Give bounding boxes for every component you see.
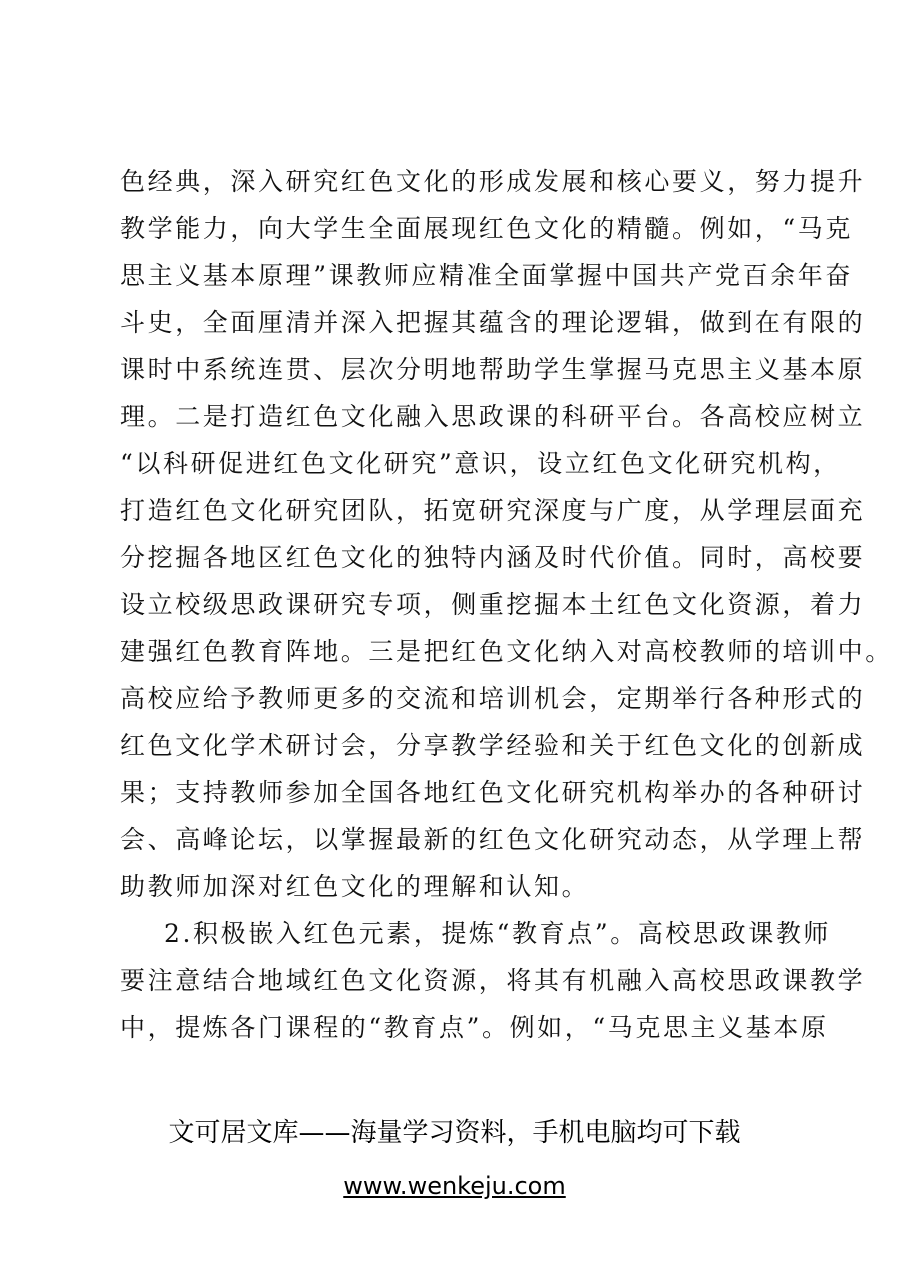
text-line: “以科研促进红色文化研究”意识，设立红色文化研究机构， <box>120 449 841 478</box>
text-line: 红色文化学术研讨会，分享教学经验和关于红色文化的创新成 <box>120 731 866 760</box>
text-line: 设立校级思政课研究专项，侧重挖掘本土红色文化资源，着力 <box>120 590 866 619</box>
text-line: 斗史，全面厘清并深入把握其蕴含的理论逻辑，做到在有限的 <box>120 308 866 337</box>
footer-title: 文可居文库——海量学习资料，手机电脑均可下载 <box>168 1118 741 1148</box>
paragraph-heading-line: 2.积极嵌入红色元素，提炼“教育点”。高校思政课教师 <box>164 919 832 948</box>
text-line: 建强红色教育阵地。三是把红色文化纳入对高校教师的培训中。 <box>120 637 893 666</box>
text-line: 会、高峰论坛，以掌握最新的红色文化研究动态，从学理上帮 <box>120 825 866 854</box>
text-line: 思主义基本原理”课教师应精准全面掌握中国共产党百余年奋 <box>120 261 853 290</box>
text-line: 分挖掘各地区红色文化的独特内涵及时代价值。同时，高校要 <box>120 543 866 572</box>
text-line: 助教师加深对红色文化的理解和认知。 <box>120 872 590 901</box>
text-line: 色经典，深入研究红色文化的形成发展和核心要义，努力提升 <box>120 167 866 196</box>
footer-url-link[interactable]: www.wenkeju.com <box>343 1172 566 1200</box>
text-line: 高校应给予教师更多的交流和培训机会，定期举行各种形式的 <box>120 684 866 713</box>
text-line: 教学能力，向大学生全面展现红色文化的精髓。例如，“马克 <box>120 214 853 243</box>
text-line: 理。二是打造红色文化融入思政课的科研平台。各高校应树立 <box>120 402 866 431</box>
text-line: 打造红色文化研究团队，拓宽研究深度与广度，从学理层面充 <box>120 496 866 525</box>
text-line: 果；支持教师参加全国各地红色文化研究机构举办的各种研讨 <box>120 778 866 807</box>
text-line: 中，提炼各门课程的“教育点”。例如，“马克思主义基本原 <box>120 1013 829 1042</box>
text-line: 要注意结合地域红色文化资源，将其有机融入高校思政课教学 <box>120 966 866 995</box>
text-line: 课时中系统连贯、层次分明地帮助学生掌握马克思主义基本原 <box>120 355 866 384</box>
document-body <box>120 158 893 1051</box>
